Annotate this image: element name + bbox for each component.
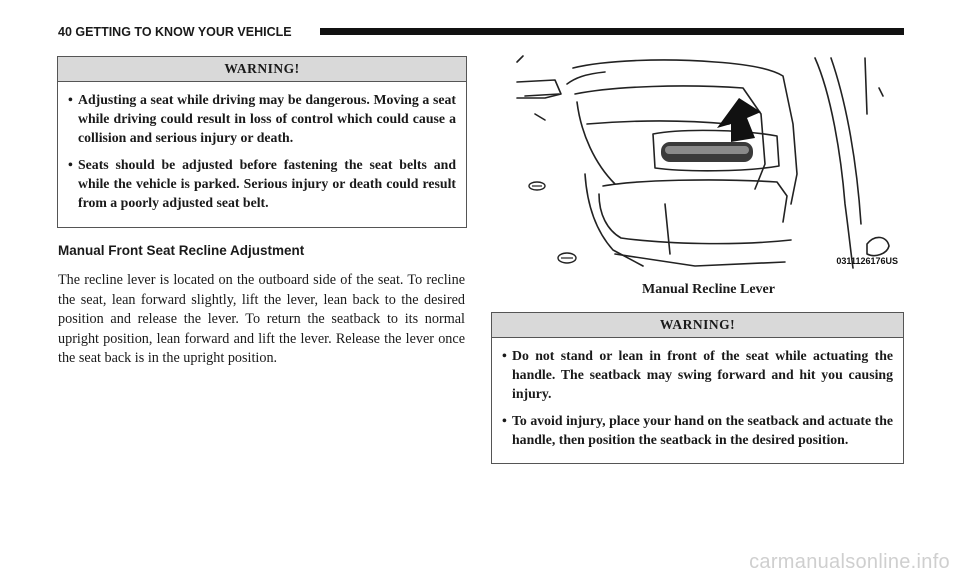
- seat-illustration-icon: [515, 54, 902, 269]
- warning-item: • Adjusting a seat while driving may be dangerous. Moving a seat while driving could result in loss of control which could cause a collision and serious injury or death.: [68, 92, 456, 145]
- bullet-icon: •: [68, 92, 73, 107]
- warning-item: • Do not stand or lean in front of the seat while actuating the handle. The seatback may swing forward and hit you causing injury.: [502, 348, 893, 401]
- warning-list: [492, 338, 903, 449]
- header-rule: [320, 28, 904, 35]
- warning-item: • To avoid injury, place your hand on the seatback and actuate the handle, then position the seatback in the desired position.: [502, 413, 893, 447]
- warning-item: • Seats should be adjusted before fastening the seat belts and while the vehicle is parked. Serious injury or death could result from a poorly adjusted seat belt.: [68, 157, 456, 210]
- section-body: The recline lever is located on the outboard side of the seat. To recline the seat, lean forward slightly, lift the lever, lean back to the desired position and release the lever. To return the seatback to its normal upright position, lean forward and lift the lever. Release the lever once the seat back is in the upright position.: [58, 272, 465, 367]
- section-heading: Manual Front Seat Recline Adjustment: [58, 243, 305, 258]
- figure-caption: Manual Recline Lever: [642, 282, 775, 297]
- bullet-icon: •: [502, 348, 507, 363]
- warning-list: [58, 82, 466, 212]
- warning-title: WARNING!: [492, 313, 903, 338]
- page-header: [58, 24, 904, 42]
- watermark: carmanualsonline.info: [749, 551, 950, 573]
- page-header-title: 40 GETTING TO KNOW YOUR VEHICLE: [58, 25, 292, 39]
- recline-lever-illustration: [515, 54, 902, 269]
- warning-box-recline: [491, 312, 904, 464]
- bullet-icon: •: [68, 157, 73, 172]
- warning-box-seat-adjust: [57, 56, 467, 228]
- figure-code: 0311126176US: [836, 256, 898, 266]
- warning-title: WARNING!: [58, 57, 466, 82]
- bullet-icon: •: [502, 413, 507, 428]
